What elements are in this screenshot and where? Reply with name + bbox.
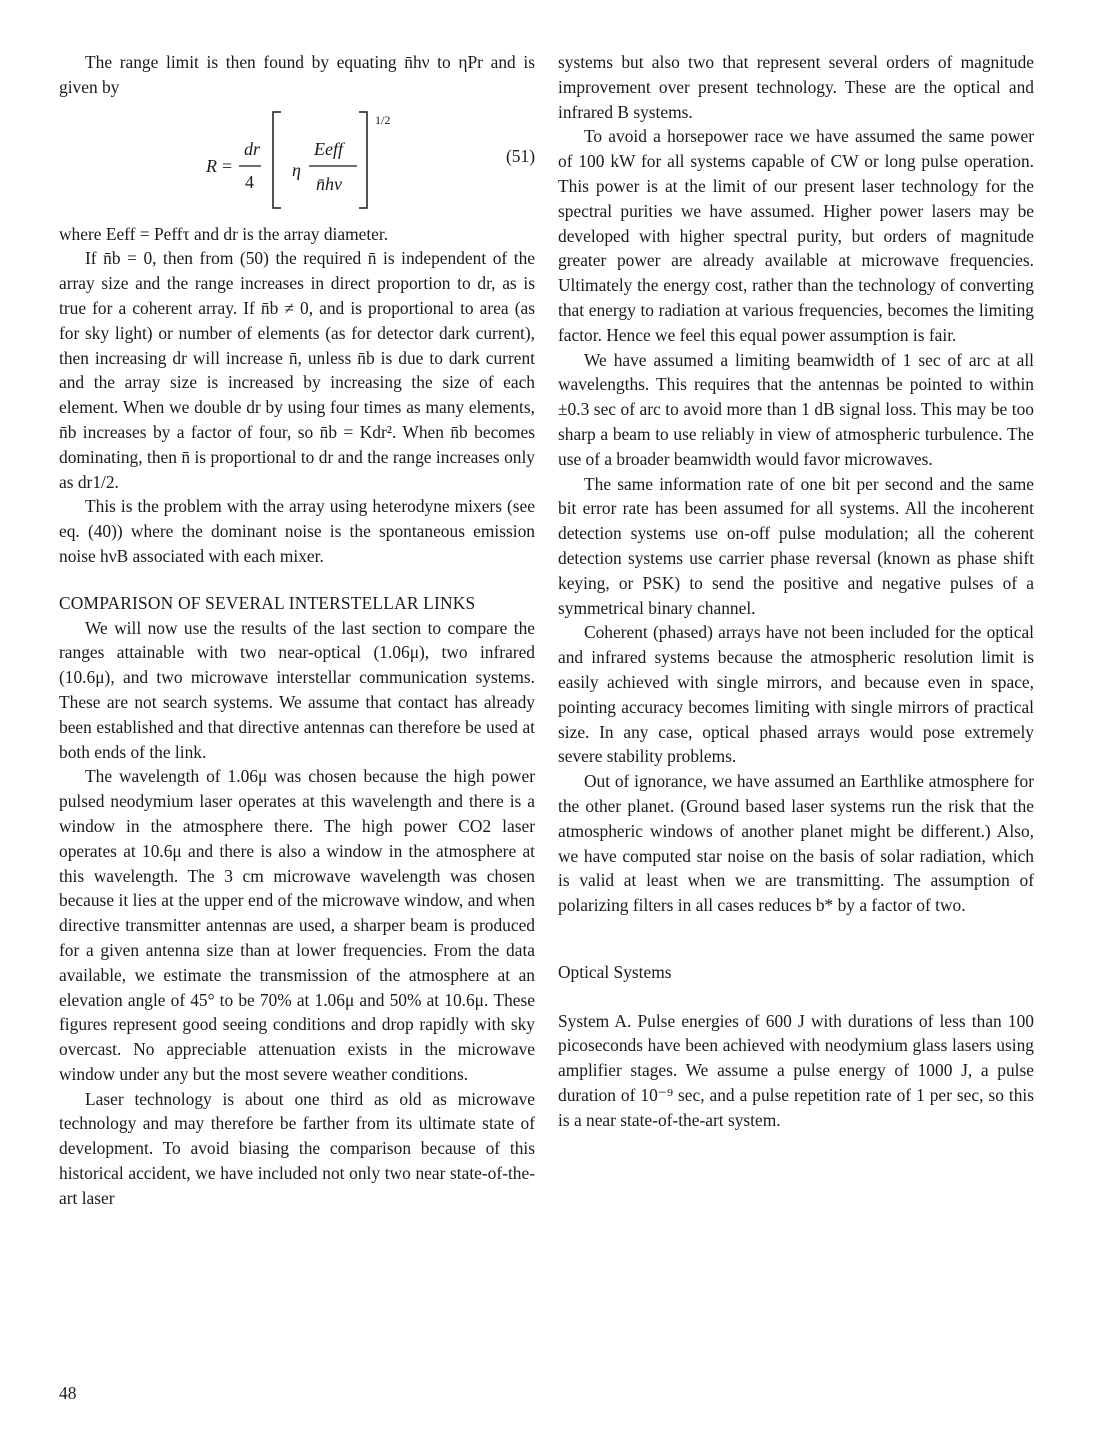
paragraph: This is the problem with the array using heterodyne mixers (see eq. (40)) where the dominant noise is the spontaneous emission noise hνB associated with each mixer.: [59, 496, 535, 566]
paragraph: System A. Pulse energies of 600 J with durations of less than 100 picoseconds have been achieved with neodymium glass lasers using amplifier stages. We assume a pulse energy of 1000 J, a pulse duration of 10⁻⁹ sec, and a pulse repetition rate of 1 per sec, so this is a near state-of-the-art system.: [558, 1010, 1034, 1130]
section-heading: COMPARISON OF SEVERAL INTERSTELLAR LINKS: [59, 592, 476, 613]
equation-svg: [59, 106, 535, 216]
eq-exponent: 1/2: [375, 112, 391, 127]
paragraph: where Eeff = Peffτ and dr is the array diameter.: [59, 223, 389, 244]
paragraph: Laser technology is about one third as old as microwave technology and may therefore be farther from its ultimate state of development. To avoid biasing the comparison because of this historical accident, we have included not only two near state-of-the-art laser: [59, 1088, 535, 1208]
page-number: 48: [59, 1383, 77, 1403]
left-column: [59, 50, 535, 1211]
eq-equals: =: [222, 155, 233, 176]
eq-frac2-den: n̄hν: [316, 173, 342, 194]
paragraph: The range limit is then found by equating n̄hν to ηPr and is given by: [59, 52, 535, 97]
equation-51: [59, 106, 535, 216]
paragraph: The same information rate of one bit per second and the same bit error rate has been assumed for all systems. All the incoherent detection systems use on-off pulse modulation; all the coherent detection systems use carrier phase reversal (known as phase shift keying, or PSK) to send the positive and negative pulses of a symmetrical binary channel.: [558, 473, 1034, 618]
subsection-heading: Optical Systems: [558, 961, 672, 982]
eq-eta: η: [292, 159, 301, 180]
eq-frac2-num: Eeff: [314, 138, 343, 159]
eq-frac1-den: 4: [245, 171, 254, 192]
eq-frac1-num: dr: [244, 138, 261, 159]
paragraph: We have assumed a limiting beamwidth of 1 sec of arc at all wavelengths. This requires that the antennas be pointed to within ±0.3 sec of arc to avoid more than 1 dB signal loss. This may be too sharp a beam to use reliably in view of atmospheric turbulence. The use of a broader beamwidth would favor microwaves.: [558, 349, 1034, 469]
paragraph: If n̄b = 0, then from (50) the required n̄ is independent of the array size and the range increases in direct proportion to dr, as is true for a coherent array. If n̄b ≠ 0, and is proportional to area (as for sky light) or number of elements (as for detector dark current), then increasing dr will increase n̄, unless n̄b is due to dark current and the array size is increased by increasing the size of each element. When we double dr by using four times as many elements, n̄b increases by a factor of four, so n̄b = Kdr². When n̄b becomes dominating, then n̄ is proportional to dr and the range increases only as dr1/2.: [59, 248, 535, 492]
equation-number: (51): [506, 145, 535, 166]
paragraph: To avoid a horsepower race we have assumed the same power of 100 kW for all systems capable of CW or long pulse operation. This power is at the limit of our present laser technology for the spectral purities we have assumed. Higher power lasers may be developed with higher spectral purity, but orders of magnitude greater power are already available at microwave frequencies. Ultimately the energy cost, rather than the technology of converting that energy to radiation at various frequencies, becomes the limiting factor. Hence we feel this equal power assumption is fair.: [558, 126, 1034, 345]
paragraph: The wavelength of 1.06μ was chosen because the high power pulsed neodymium laser operates at this wavelength and there is a window in the atmosphere there. The high power CO2 laser operates at 10.6μ and there is also a window in the atmosphere at this wavelength. The 3 cm microwave wavelength was chosen because it lies at the upper end of the microwave window, and when directive transmitter antennas are used, a sharper beam is produced for a given antenna size than at lower frequencies. From the data available, we estimate the transmission of the atmosphere at an elevation angle of 45° to be 70% at 1.06μ and 50% at 10.6μ. These figures represent good seeing conditions and drop rapidly with sky overcast. No appreciable attenuation exists in the microwave window under any but the most severe weather conditions.: [59, 766, 535, 1084]
paragraph: Coherent (phased) arrays have not been included for the optical and infrared systems because the atmospheric resolution limit is easily achieved with single mirrors, and because even in space, pointing accuracy becomes limiting with single mirrors of practical size. In any case, optical phased arrays would pose extremely severe stability problems.: [558, 622, 1034, 767]
right-column: [558, 50, 1034, 1133]
paragraph: systems but also two that represent several orders of magnitude improvement over present technology. These are the optical and infrared B systems.: [558, 52, 1034, 122]
paragraph: Out of ignorance, we have assumed an Earthlike atmosphere for the other planet. (Ground based laser systems run the risk that the atmospheric windows of another planet might be different.) Also, we have computed star noise on the basis of solar radiation, which is valid at least when we are transmitting. The assumption of polarizing filters in all cases reduces b* by a factor of two.: [558, 771, 1034, 916]
eq-lhs: R: [206, 155, 217, 176]
paragraph: We will now use the results of the last section to compare the ranges attainable with two near-optical (1.06μ), two infrared (10.6μ), and two microwave interstellar communication systems. These are not search systems. We assume that contact has already been established and that directive antennas can therefore be used at both ends of the link.: [59, 617, 535, 762]
